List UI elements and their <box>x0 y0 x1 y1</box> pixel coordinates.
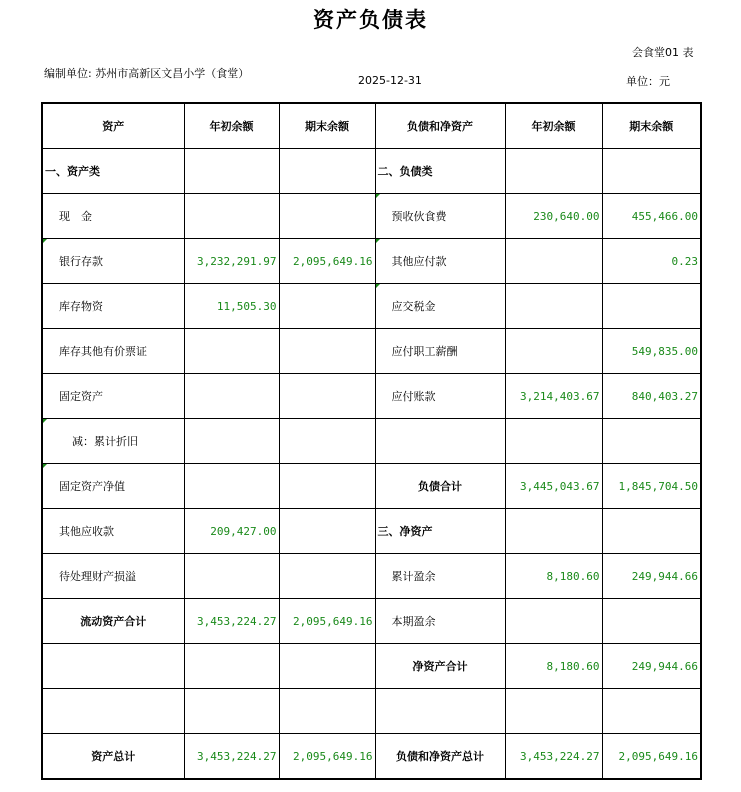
asset-opening-balance-cell <box>184 329 279 374</box>
asset-closing-balance-cell <box>279 644 375 689</box>
asset-closing-balance-cell: 2,095,649.16 <box>279 239 375 284</box>
asset-opening-balance-cell <box>184 374 279 419</box>
asset-closing-balance-cell <box>279 554 375 599</box>
table-row <box>42 329 701 374</box>
preparing-unit: 编制单位: 苏州市高新区文昌小学（食堂） <box>44 67 250 80</box>
asset-opening-balance-cell <box>184 464 279 509</box>
liability-name-cell <box>375 689 505 734</box>
asset-name-cell: 固定资产净值 <box>42 464 184 509</box>
table-row <box>42 464 701 509</box>
asset-opening-balance-cell <box>184 194 279 239</box>
liability-name-cell <box>375 419 505 464</box>
header-cell: 年初余额 <box>505 103 602 149</box>
report-date: 2025-12-31 <box>358 74 422 87</box>
liability-name-cell: 累计盈余 <box>375 554 505 599</box>
asset-name-cell: 固定资产 <box>42 374 184 419</box>
header-cell: 资产 <box>42 103 184 149</box>
liability-closing-balance-cell: 0.23 <box>602 239 701 284</box>
table-row <box>42 374 701 419</box>
table-row <box>42 644 701 689</box>
asset-name-cell: 流动资产合计 <box>42 599 184 644</box>
liability-name-cell: 应交税金 <box>375 284 505 329</box>
asset-name-cell: 其他应收款 <box>42 509 184 554</box>
liability-opening-balance-cell: 230,640.00 <box>505 194 602 239</box>
asset-name-cell: 一、资产类 <box>42 149 184 194</box>
asset-name-cell: 银行存款 <box>42 239 184 284</box>
asset-name-cell: 库存物资 <box>42 284 184 329</box>
liability-opening-balance-cell <box>505 689 602 734</box>
table-row <box>42 734 701 780</box>
asset-name-cell: 待处理财产损溢 <box>42 554 184 599</box>
asset-name-cell <box>42 644 184 689</box>
header-cell: 年初余额 <box>184 103 279 149</box>
liability-closing-balance-cell: 249,944.66 <box>602 644 701 689</box>
asset-closing-balance-cell: 2,095,649.16 <box>279 734 375 780</box>
liability-opening-balance-cell <box>505 599 602 644</box>
asset-name-cell: 库存其他有价票证 <box>42 329 184 374</box>
liability-closing-balance-cell: 2,095,649.16 <box>602 734 701 780</box>
asset-closing-balance-cell <box>279 509 375 554</box>
liability-opening-balance-cell <box>505 329 602 374</box>
form-code: 会食堂01 表 <box>632 46 694 59</box>
asset-opening-balance-cell: 3,232,291.97 <box>184 239 279 284</box>
header-cell: 期末余额 <box>602 103 701 149</box>
liability-closing-balance-cell <box>602 509 701 554</box>
liability-opening-balance-cell <box>505 149 602 194</box>
asset-opening-balance-cell <box>184 149 279 194</box>
asset-opening-balance-cell: 209,427.00 <box>184 509 279 554</box>
currency-unit: 单位：元 <box>626 75 670 88</box>
asset-name-cell: 资产总计 <box>42 734 184 780</box>
asset-name-cell <box>42 689 184 734</box>
liability-name-cell: 应付账款 <box>375 374 505 419</box>
liability-closing-balance-cell: 455,466.00 <box>602 194 701 239</box>
table-row <box>42 689 701 734</box>
liability-opening-balance-cell <box>505 419 602 464</box>
liability-opening-balance-cell: 3,445,043.67 <box>505 464 602 509</box>
liability-closing-balance-cell: 249,944.66 <box>602 554 701 599</box>
liability-name-cell: 负债和净资产总计 <box>375 734 505 780</box>
liability-opening-balance-cell: 3,214,403.67 <box>505 374 602 419</box>
table-row <box>42 554 701 599</box>
asset-name-cell: 减：累计折旧 <box>42 419 184 464</box>
asset-opening-balance-cell <box>184 644 279 689</box>
liability-closing-balance-cell <box>602 689 701 734</box>
table-row <box>42 194 701 239</box>
header-row <box>42 103 701 149</box>
asset-opening-balance-cell: 3,453,224.27 <box>184 734 279 780</box>
header-cell: 负债和净资产 <box>375 103 505 149</box>
asset-opening-balance-cell <box>184 554 279 599</box>
liability-opening-balance-cell <box>505 509 602 554</box>
liability-name-cell: 本期盈余 <box>375 599 505 644</box>
table-row <box>42 239 701 284</box>
report-title: 资产负债表 <box>313 8 428 32</box>
table-row <box>42 509 701 554</box>
liability-name-cell: 三、净资产 <box>375 509 505 554</box>
table-row <box>42 149 701 194</box>
header-cell: 期末余额 <box>279 103 375 149</box>
liability-name-cell: 净资产合计 <box>375 644 505 689</box>
liability-name-cell: 应付职工薪酬 <box>375 329 505 374</box>
asset-name-cell: 现 金 <box>42 194 184 239</box>
liability-opening-balance-cell: 8,180.60 <box>505 644 602 689</box>
asset-closing-balance-cell <box>279 329 375 374</box>
liability-closing-balance-cell <box>602 149 701 194</box>
liability-closing-balance-cell: 549,835.00 <box>602 329 701 374</box>
liability-name-cell: 预收伙食费 <box>375 194 505 239</box>
liability-name-cell: 其他应付款 <box>375 239 505 284</box>
asset-closing-balance-cell <box>279 419 375 464</box>
balance-sheet-table <box>41 102 702 780</box>
asset-closing-balance-cell <box>279 149 375 194</box>
asset-closing-balance-cell <box>279 689 375 734</box>
asset-opening-balance-cell: 3,453,224.27 <box>184 599 279 644</box>
asset-opening-balance-cell <box>184 419 279 464</box>
table-row <box>42 284 701 329</box>
liability-closing-balance-cell: 840,403.27 <box>602 374 701 419</box>
liability-name-cell: 二、负债类 <box>375 149 505 194</box>
liability-closing-balance-cell <box>602 419 701 464</box>
asset-closing-balance-cell <box>279 464 375 509</box>
table-row <box>42 599 701 644</box>
asset-opening-balance-cell <box>184 689 279 734</box>
liability-opening-balance-cell: 3,453,224.27 <box>505 734 602 780</box>
liability-name-cell: 负债合计 <box>375 464 505 509</box>
liability-closing-balance-cell <box>602 599 701 644</box>
liability-closing-balance-cell: 1,845,704.50 <box>602 464 701 509</box>
liability-closing-balance-cell <box>602 284 701 329</box>
asset-closing-balance-cell <box>279 284 375 329</box>
liability-opening-balance-cell: 8,180.60 <box>505 554 602 599</box>
liability-opening-balance-cell <box>505 284 602 329</box>
asset-closing-balance-cell: 2,095,649.16 <box>279 599 375 644</box>
liability-opening-balance-cell <box>505 239 602 284</box>
asset-opening-balance-cell: 11,505.30 <box>184 284 279 329</box>
table-row <box>42 419 701 464</box>
asset-closing-balance-cell <box>279 374 375 419</box>
asset-closing-balance-cell <box>279 194 375 239</box>
